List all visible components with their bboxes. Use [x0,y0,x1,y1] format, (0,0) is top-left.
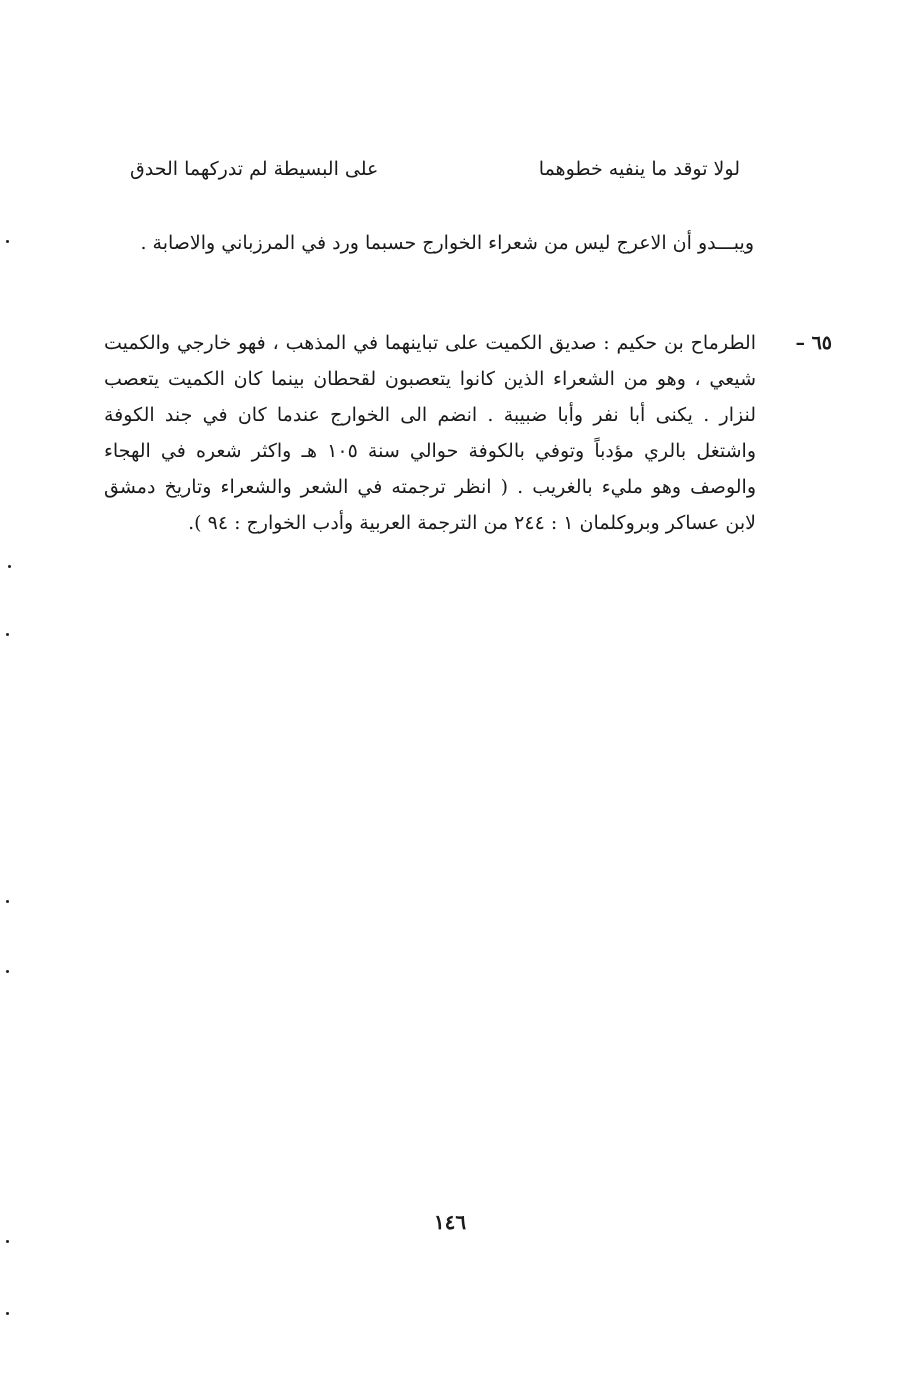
scan-speck [6,1312,9,1315]
scan-speck [8,565,11,568]
scan-speck [6,900,9,903]
scan-speck [6,633,9,636]
entry-number: ٦٥ – [795,332,832,354]
scan-speck [6,970,9,973]
paragraph-note: ويبـــدو أن الاعرج ليس من شعراء الخوارج حسبما ورد في المرزباني والاصابة . [140,232,754,254]
verse-first-hemistich: لولا توقد ما ينفيه خطوهما [538,158,740,180]
scan-speck [6,240,9,243]
page-number: ١٤٦ [433,1210,467,1234]
scan-speck [6,1240,9,1243]
poetry-verse [130,158,740,192]
entry-text: الطرماح بن حكيم : صديق الكميت على تباينهما في المذهب ، فهو خارجي والكميت شيعي ، وهو من الشعراء الذين كانوا يتعصبون لقحطان بينما كان الكميت يتعصب لنزار . يكنى أبا نفر وأبا ضبيبة . انضم الى الخوارج عندما كان في جند الكوفة واشتغل بالري مؤدباً وتوفي بالكوفة حوالي سنة ١٠٥ هـ واكثر شعره في الهجاء والوصف وهو مليء بالغريب . ( انظر ترجمته في الشعر والشعراء وتاريخ دمشق لابن عساكر وبروكلمان ١ : ٢٤٤ من الترجمة العربية وأدب الخوارج : ٩٤ ). [104,332,756,534]
verse-second-hemistich: على البسيطة لم تدركهما الحدق [130,158,379,180]
